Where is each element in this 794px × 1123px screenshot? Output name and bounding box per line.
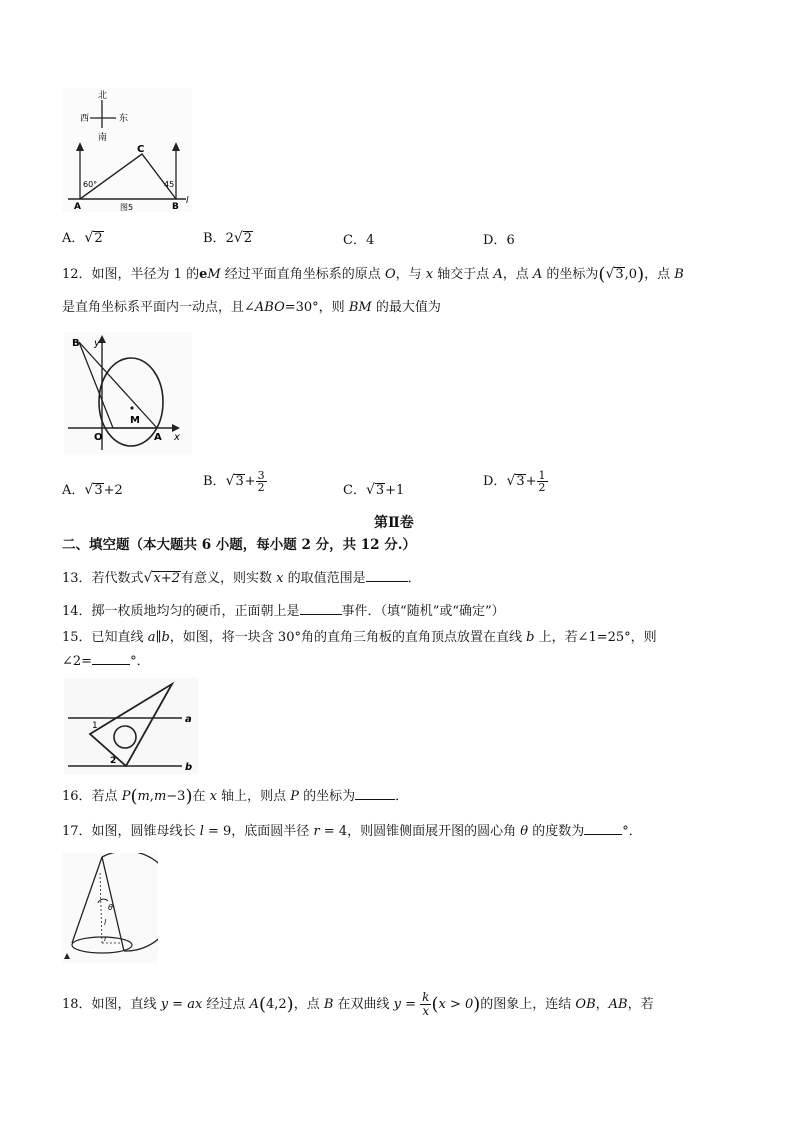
theta-label: θ [108,903,113,912]
west-label: 西 [80,114,90,124]
north-label: 北 [98,91,108,101]
q15-line-1: 15．已知直线 a∥b，如图，将一块含 30°角的直角三角板的直角顶点放置在直线 b 上，若∠1=25°，则 [62,630,657,645]
point-c-label: C [137,144,145,155]
slant-l-label: l [104,918,107,927]
angle-60-label: 60° [83,180,98,189]
section-title: 第Ⅱ卷 [374,515,414,531]
point-b-label: B [172,202,179,212]
line-l-label: l [186,196,189,206]
origin-label: O [94,432,103,443]
point-a-label: A [74,202,81,212]
point-b-label: B [72,338,80,349]
angle-45-label: 45 [164,180,175,189]
q18-text: 18．如图，直线 y = ax 经过点 A(4,2)，点 B 在双曲线 y = $\frac{k}{x}$ (x > 0)的图象上，连结 OB，AB，若 [62,990,654,1018]
q11-option-d[interactable]: D．6 [483,233,515,248]
figure-17-diagram [62,853,158,963]
figure-15-diagram [64,678,198,774]
figure-caption: 图5 [120,203,134,212]
part2-heading: 二、填空题（本大题共 6 小题，每小题 2 分，共 12 分.） [62,537,416,553]
q11-option-b[interactable]: B．2√2 [203,230,253,246]
q12-option-b[interactable]: B．√3+ $\frac{3}{2}$ [203,469,265,494]
q13-answer-blank[interactable] [366,581,408,582]
q16-text: 16．若点 P(m,m−3)在 x 轴上，则点 P 的坐标为 ． [62,786,409,807]
q12-option-a[interactable]: A．√3+2 [62,482,123,498]
q14-text: 14．掷一枚质地均匀的硬币，正面朝上是 事件．（填“随机”或“确定”） [62,604,505,619]
angle-1-label: 1 [92,721,98,731]
east-label: 东 [119,114,129,124]
q17-text: 17．如图，圆锥母线长 l = 9，底面圆半径 r = 4，则圆锥侧面展开图的圆心角 θ 的度数为 °． [62,824,642,839]
q11-option-c[interactable]: C．4 [343,233,375,248]
line-a-label: a [185,714,192,725]
point-a-label: A [154,432,162,443]
q15-line-2: ∠2= °． [62,654,150,669]
angle-2-label: 2 [110,756,117,766]
q14-answer-blank[interactable] [300,614,342,615]
q13-text: 13．若代数式√x+2有意义，则实数 x 的取值范围是 ． [62,570,421,586]
q12-option-d[interactable]: D．√3+ $\frac{1}{2}$ [483,469,546,494]
point-m-label: M [130,415,140,426]
south-label: 南 [98,133,108,143]
q12-option-c[interactable]: C．√3+1 [343,482,405,498]
line-b-label: b [185,762,193,773]
y-axis-label: y [94,338,100,349]
q15-answer-blank[interactable] [92,664,130,665]
q11-option-a[interactable]: A．√2 [62,230,103,246]
figure-11-diagram [62,88,192,212]
q17-answer-blank[interactable] [584,834,622,835]
radius-r-label: r [104,934,108,943]
q12-line-1: 12．如图，半径为 1 的eM 经过平面直角坐标系的原点 O，与 x 轴交于点 A，点 A 的坐标为(√3,0)，点 B [62,264,684,285]
figure-12-diagram [64,332,192,454]
q12-line-2: 是直角坐标系平面内一动点，且∠ABO=30°，则 BM 的最大值为 [62,300,441,315]
x-axis-label: x [174,432,180,443]
q16-answer-blank[interactable] [355,799,395,800]
